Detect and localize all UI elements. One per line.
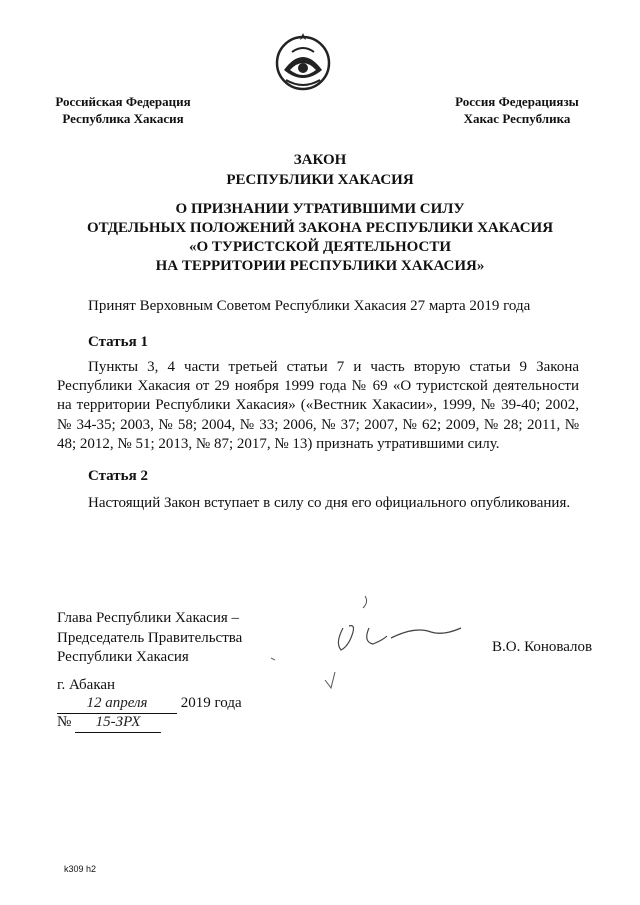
header-right xyxy=(442,93,592,127)
handwritten-signature xyxy=(265,588,475,693)
title-line-1: ЗАКОН xyxy=(293,152,347,168)
law-number xyxy=(57,713,161,733)
position-line-3: Республики Хакасия xyxy=(57,649,189,665)
law-subject-title xyxy=(60,200,580,276)
article-1-heading: Статья 1 xyxy=(88,334,148,350)
signing-date xyxy=(57,694,242,714)
article-1-text: Пункты 3, 4 части третьей статьи 7 и часть вторую статьи 9 Закона Республики Хакасия от 29 ноября 1999 года № 69 «О туристской деятельности на территории Республики Хакасия» («Вестник Хакасии», 1999, № 39-40; 2002, № 34-35; 2003, № 58; 2004, № 33; 2006, № 37; 2007, № 62; 2009, № 28; 2011, № 48; 2012, № 51; 2013, № 87; 2017, № 13) признать утратившими силу. xyxy=(57,359,579,452)
subtitle-line-1: О ПРИЗНАНИИ УТРАТИВШИМИ СИЛУ xyxy=(175,201,465,217)
header-left-line-1: Российская Федерация xyxy=(55,94,191,109)
position-line-1: Глава Республики Хакасия – xyxy=(57,610,240,626)
signatory-name: В.О. Коновалов xyxy=(492,639,593,655)
handwritten-date: 12 апреля xyxy=(57,694,177,714)
handwritten-number: 15-ЗРХ xyxy=(75,713,161,733)
subtitle-line-3: «О ТУРИСТСКОЙ ДЕЯТЕЛЬНОСТИ xyxy=(188,239,452,255)
header-left-line-2: Республика Хакасия xyxy=(62,111,184,126)
subtitle-line-4: НА ТЕРРИТОРИИ РЕСПУБЛИКИ ХАКАСИЯ» xyxy=(155,258,485,274)
header-left xyxy=(38,93,208,127)
adoption-statement: Принят Верховным Советом Республики Хакасия 27 марта 2019 года xyxy=(88,298,531,314)
header-right-line-2: Хакас Республика xyxy=(463,111,571,126)
header-right-line-1: Россия Федерациязы xyxy=(455,94,579,109)
signatory-position xyxy=(57,609,242,668)
article-2-text: Настоящий Закон вступает в силу со дня его официального опубликования. xyxy=(88,495,571,511)
coat-of-arms-emblem xyxy=(272,30,334,92)
position-line-2: Председатель Правительства xyxy=(57,629,243,646)
article-2-heading: Статья 2 xyxy=(88,468,148,484)
footer-code: k309 h2 xyxy=(64,864,97,874)
document-title xyxy=(60,150,580,190)
number-prefix: № xyxy=(57,714,72,730)
place-of-signing: г. Абакан xyxy=(57,677,116,693)
subtitle-line-2: ОТДЕЛЬНЫХ ПОЛОЖЕНИЙ ЗАКОНА РЕСПУБЛИКИ ХАКАСИЯ xyxy=(86,220,554,236)
title-line-2: РЕСПУБЛИКИ ХАКАСИЯ xyxy=(226,172,414,188)
date-year: 2019 года xyxy=(180,695,242,711)
